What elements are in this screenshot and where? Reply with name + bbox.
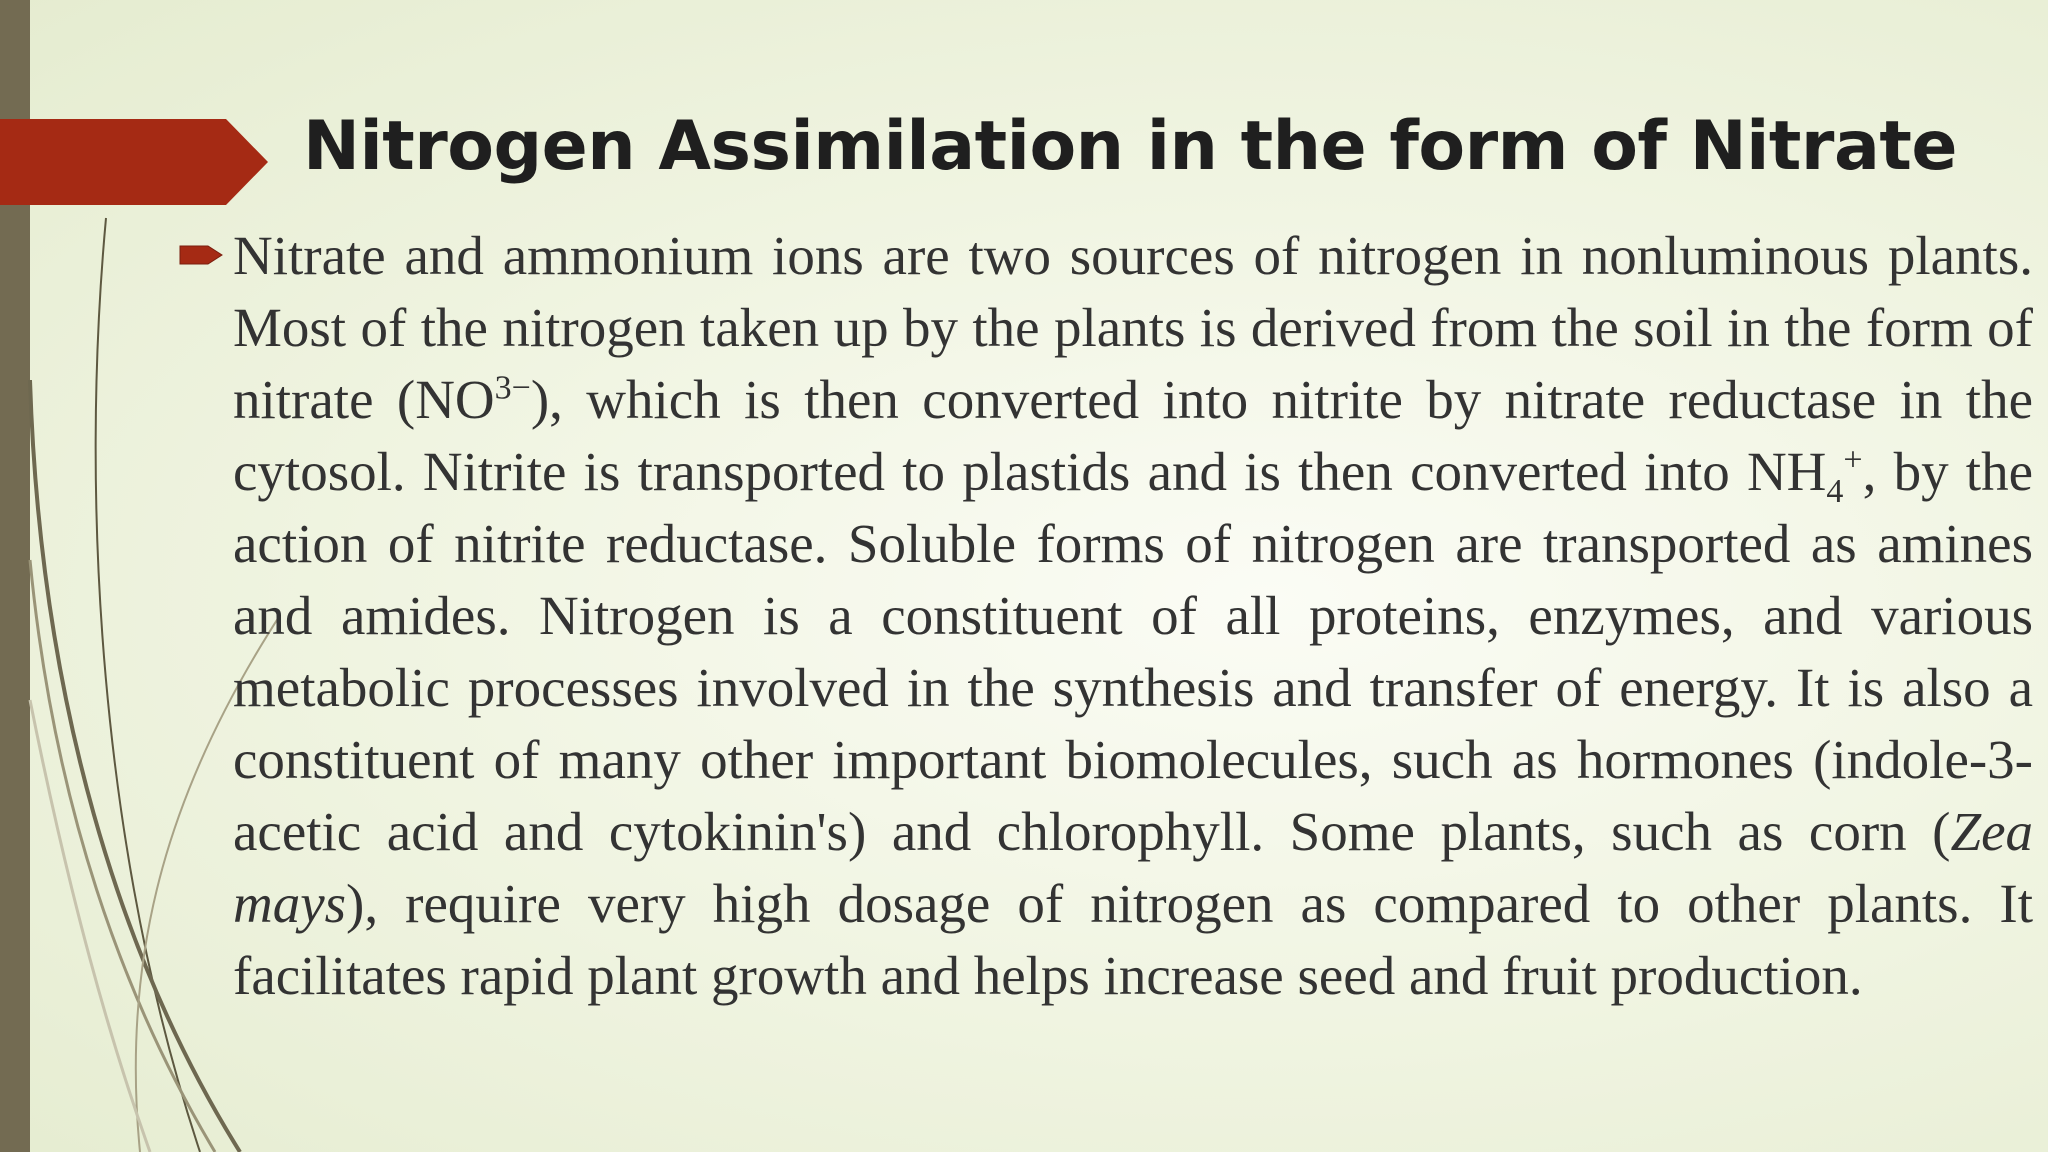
nitrate-charge-superscript: 3−: [494, 369, 531, 407]
paragraph-text-2: ), which is then converted into nitrite by nitrate reductase in the cytosol. Nitrite is transported to plastids and is then converted into NH: [233, 369, 2033, 502]
paragraph-text-3: , by the action of nitrite reductase. Soluble forms of nitrogen are transported as amines and amides. Nitrogen is a constituent of all proteins, enzymes, and various metabolic processes involved in the synthesis and transfer of energy. It is also a constituent of many other important biomolecules, such as hormones (indole-3-acetic acid and cytokinin's) and chlorophyll. Some plants, such as corn (: [233, 441, 2033, 862]
ammonium-subscript: 4: [1826, 473, 1844, 510]
arrow-bullet-icon: [178, 244, 224, 266]
body-paragraph: [233, 220, 2033, 1012]
title-arrow-banner: [0, 119, 268, 205]
ammonium-charge-superscript: +: [1843, 441, 1863, 479]
paragraph-text-1: Nitrate and ammonium ions are two sources of nitrogen in nonluminous plants. Most of the nitrogen taken up by the plants is derived from the soil in the form of nitrate (NO: [233, 225, 2033, 430]
species-name: Zea mays: [233, 801, 2033, 934]
slide-title: Nitrogen Assimilation in the form of Nitrate: [303, 107, 1957, 186]
paragraph-text-4: ), require very high dosage of nitrogen as compared to other plants. It facilitates rapid plant growth and helps increase seed and fruit production.: [233, 873, 2033, 1006]
